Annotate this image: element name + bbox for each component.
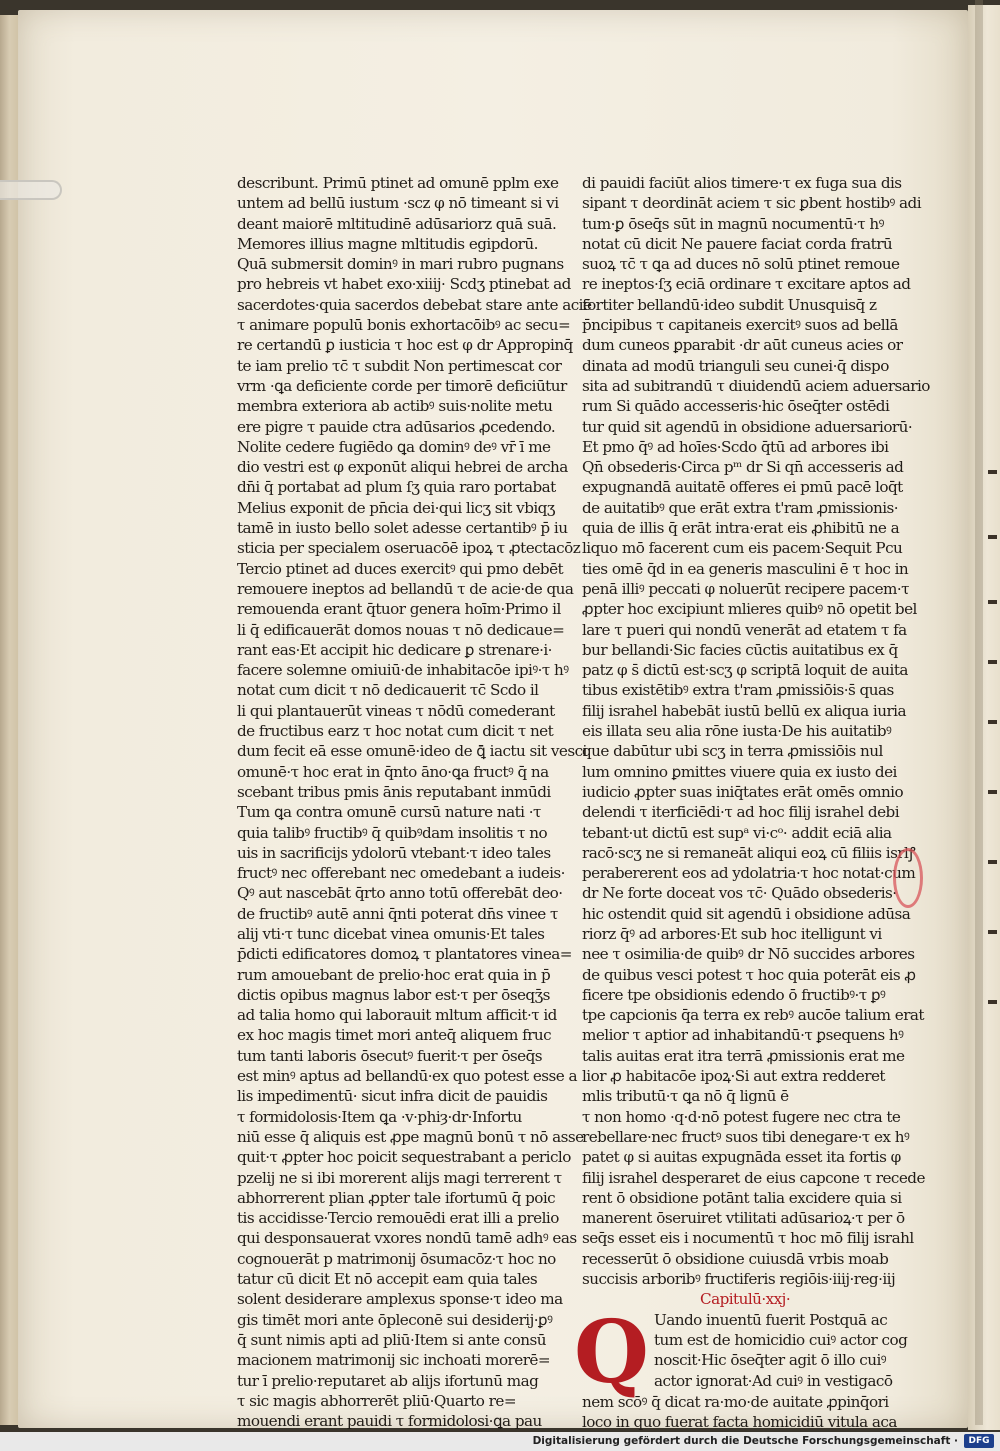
text-line: seq̄s esset eis i nocumentū τ hoc mō filij israhl xyxy=(582,1229,914,1248)
text-line: remouere ineptos ad bellandū τ de acie·de qua xyxy=(237,579,574,598)
text-line: Et pmo q̄ꝰ ad hoīes·Scdo q̄tū ad arbores ibi xyxy=(582,437,889,456)
text-line: fructꝰ nec offerebant nec omedebant a iudeis· xyxy=(237,864,565,883)
text-line: rebellare·nec fructꝰ suos tibi denegare·τ ex hꝰ xyxy=(582,1127,910,1146)
text-line: untem ad bellū iustum ·scz φ nō timeant si vi xyxy=(237,194,559,213)
text-line: Tum ꝗa contra omunē cursū nature nati ·τ xyxy=(237,803,541,822)
text-line: de fructibꝰ autē anni q̄nti poterat dn̄s vinee τ xyxy=(237,904,558,923)
text-line: succisis arboribꝰ fructiferis regiōis·iiij·reg·iij xyxy=(582,1270,896,1289)
text-line: sita ad subitrandū τ diuidendū aciem aduersario xyxy=(582,376,930,395)
facing-page-edge xyxy=(968,5,1000,1430)
text-line: vrm ·ꝗa deficiente corde per timorē deficiūtur xyxy=(237,376,567,395)
text-line: tis accidisse·Tercio remouēdi erat illi a prelio xyxy=(237,1209,559,1228)
text-line: Tercio ptinet ad duces exercitꝰ qui pmo debēt xyxy=(237,559,564,578)
text-line: notat cū dicit Ne pauere faciat corda fratrū xyxy=(582,234,893,253)
text-line: dinata ad modū trianguli seu cunei·q̄ dispo xyxy=(582,356,889,375)
text-line: lior ꝓ habitacōe ipoꝝ·Si aut extra redderet xyxy=(582,1067,885,1086)
text-line: perabererent eos ad ydolatria·τ hoc notat·cum xyxy=(582,864,916,883)
text-line: li qui plantauerūt vineas τ nōdū comederant xyxy=(237,701,555,720)
text-line: expugnandā auitatē offeres ei pmū pacē loq̄t xyxy=(582,478,903,497)
text-line: patz φ s̄ dictū est·scʒ φ scriptā loquit de auita xyxy=(582,661,908,680)
text-line: Nolite cedere fugiēdo ꝗa dominꝰ deꝰ vr̄ ī me xyxy=(237,437,551,456)
text-line: notat cum dicit τ nō dedicauerit τc̄ Scdo il xyxy=(237,681,539,700)
text-line: hic ostendit quid sit agendū i obsidione adūsa xyxy=(582,904,911,923)
text-line: describunt. Primū ptinet ad omunē pplm exe xyxy=(237,174,559,192)
text-line: tur quid sit agendū in obsidione aduersariorū· xyxy=(582,417,913,436)
text-line: rum Si quādo accesseris·hic ōseq̄ter ostēdi xyxy=(582,397,890,416)
text-line: sacerdotes·quia sacerdos debebat stare ante aciē xyxy=(237,295,592,314)
left-text-column xyxy=(237,173,592,1431)
text-line: tur ī prelio·reputaret ab alijs ifortunū mag xyxy=(237,1371,539,1390)
text-line: qui desponsauerat vxores nondū tamē adhꝰ eas xyxy=(237,1229,577,1248)
text-line: manerent ōseruiret vtilitati adūsarioꝝ·τ per ō xyxy=(582,1209,905,1228)
text-line: p̄ncipibus τ capitaneis exercitꝰ suos ad bellā xyxy=(582,316,898,335)
text-line: talis auitas erat itra terrā ꝓmissionis erat me xyxy=(582,1046,905,1065)
dfg-logo: DFG xyxy=(964,1434,994,1448)
text-line: ties omē q̄d in ea generis masculini ē τ hoc in xyxy=(582,559,909,578)
initial-indented-lines xyxy=(654,1310,907,1391)
text-line: tibus existētibꝰ extra t'ram ꝓmissiōis·s̄ quas xyxy=(582,681,894,700)
text-line: dum cuneos ꝑparabit ·dr aūt cuneus acies or xyxy=(582,336,903,355)
text-line: ere pigre τ pauide ctra adūsarios ꝓcedendo. xyxy=(237,417,556,436)
text-line: facere solemne omiuiū·de inhabitacōe ipiꝰ·τ hꝰ xyxy=(237,661,569,680)
text-line: deant maiorē mltitudinē adūsariorz quā suā. xyxy=(237,214,557,233)
footer-bar xyxy=(0,1432,1000,1451)
text-line: li q̄ edificauerāt domos nouas τ nō dedicaue= xyxy=(237,620,565,639)
text-line: tatur cū dicit Et nō accepit eam quia tales xyxy=(237,1270,538,1289)
text-line: te iam prelio τc̄ τ subdit Non pertimescat cor xyxy=(237,356,562,375)
text-line: filij israhel desperaret de eius capcone τ recede xyxy=(582,1168,925,1187)
text-line: tpe capcionis q̄a terra ex rebꝰ aucōe talium erat xyxy=(582,1006,924,1025)
text-line: τ animare populū bonis exhortacōibꝰ ac secu= xyxy=(237,316,571,335)
text-line: dum fecit eā esse omunē·ideo de ꝗ̄ iactu sit vesci xyxy=(237,742,587,761)
text-line: rent ō obsidione potānt talia excidere quia si xyxy=(582,1188,902,1207)
text-line: p̄dicti edificatores domoꝝ τ plantatores vinea= xyxy=(237,945,572,964)
text-line: Memores illius magne mltitudis egipdorū. xyxy=(237,234,538,253)
decorated-initial: Q xyxy=(574,1301,649,1403)
text-line: filij israhel habebāt iustū bellū ex aliqua iuria xyxy=(582,701,906,720)
text-line: di pauidi faciūt alios timere·τ ex fuga sua dis xyxy=(582,174,902,192)
text-line: tamē in iusto bello solet adesse certantibꝰ p̄ iu xyxy=(237,519,568,538)
footer-credit: Digitalisierung gefördert durch die Deutsche Forschungsgemeinschaft · xyxy=(532,1435,958,1447)
text-line: rant eas·Et accipit hic dedicare ꝑ strenare·i· xyxy=(237,640,552,659)
text-line: sipant τ deordināt aciem τ sic ꝑbent hostibꝰ adi xyxy=(582,194,922,213)
text-line: de fructibus earz τ hoc notat cum dicit τ net xyxy=(237,722,554,741)
text-line: rum amouebant de prelio·hoc erat quia in p̄ xyxy=(237,965,551,984)
text-line: τ formidolosis·Item ꝗa ·v·phiȝ·dr·Infortu xyxy=(237,1107,522,1126)
text-line: scebant tribus pmis ānis reputabant inmūdi xyxy=(237,782,551,801)
text-line: lum omnino ꝑmittes viuere quia ex iusto dei xyxy=(582,762,897,781)
text-line: quit·τ ꝓpter hoc poicit sequestrabant a periclo xyxy=(237,1148,571,1167)
text-line: tum tanti laboris ōsecutꝰ fuerit·τ per ōseq̄s xyxy=(237,1046,543,1065)
text-line: Qꝰ aut nascebāt q̄rto anno totū offerebāt deo· xyxy=(237,884,563,903)
text-line: pzelij ne si ibi morerent alijs magi terrerent τ xyxy=(237,1168,562,1187)
text-line: suoꝝ τc̄ τ ꝗa ad duces nō solū ptinet remoue xyxy=(582,255,900,274)
text-line: uis in sacrificijs ydolorū vtebant·τ ideo tales xyxy=(237,843,551,862)
text-line: ꝓpter hoc excipiunt mlieres quibꝰ nō opetit bel xyxy=(582,600,917,619)
text-line: Quā submersit dominꝰ in mari rubro pugnans xyxy=(237,255,564,274)
text-line: cognouerāt p matrimonij ōsumacōz·τ hoc no xyxy=(237,1249,556,1268)
text-line: est minꝰ aptus ad bellandū·ex quo potest esse a xyxy=(237,1067,577,1086)
chapter-heading: Capitulū·xxj· xyxy=(700,1290,791,1309)
chapter-opening xyxy=(574,1301,908,1432)
text-line: mlis tributū·τ ꝗa nō q̄ lignū ē xyxy=(582,1087,789,1106)
text-line: solent desiderare amplexus sponse·τ ideo ma xyxy=(237,1290,563,1309)
text-line: τ non homo ·q·d·nō potest fugere nec ctra te xyxy=(582,1107,901,1126)
text-line: q̄ sunt nimis apti ad pliū·Item si ante consū xyxy=(237,1330,546,1349)
text-line: de quibus vesci potest τ hoc quia poterāt eis ꝓ xyxy=(582,965,916,984)
text-line: liquo mō facerent cum eis pacem·Sequit Pcu xyxy=(582,539,903,558)
text-line: iudicio ꝓpter suas iniq̄tates erāt omēs omnio xyxy=(582,782,904,801)
gutter-shadow xyxy=(975,0,983,1425)
text-line: macionem matrimonij sic inchoati morerē= xyxy=(237,1351,551,1370)
text-line: Qn̄ obsederis·Circa pᵐ dr Si qn̄ accesseris ad xyxy=(582,458,904,477)
text-line: ad talia homo qui laborauit mltum afficit·τ id xyxy=(237,1006,557,1025)
text-line: re ineptos·ſʒ eciā ordinare τ excitare aptos ad xyxy=(582,275,911,294)
text-line: gis timēt mori ante ōpleconē sui desiderij·ꝑꝰ xyxy=(237,1310,553,1329)
text-line: riorz q̄ꝰ ad arbores·Et sub hoc itelligunt vi xyxy=(582,924,882,943)
text-line: membra exteriora ab actibꝰ suis·nolite metu xyxy=(237,397,553,416)
text-line: patet φ si auitas expugnāda esset ita fortis φ xyxy=(582,1148,901,1167)
text-line: alij vti·τ tunc dicebat vinea omunis·Et tales xyxy=(237,924,545,943)
text-line: lare τ pueri qui nondū venerāt ad etatem τ fa xyxy=(582,620,907,639)
text-line: que dabūtur ubi scʒ in terra ꝓmissiōis nul xyxy=(582,742,883,761)
text-line: re certandū ꝑ iusticia τ hoc est φ dr Appropinq̄ xyxy=(237,336,573,355)
text-line: melior τ aptior ad inhabitandū·τ ꝑsequens hꝰ xyxy=(582,1026,904,1045)
margin-mark xyxy=(893,848,923,908)
text-line: penā illiꝰ peccati φ noluerūt recipere pacem·τ xyxy=(582,579,909,598)
text-line: tum est de homicidio cuiꝰ actor cog xyxy=(654,1330,908,1349)
text-line: recesserūt ō obsidione cuiusdā vrbis moab xyxy=(582,1249,889,1268)
text-line: niū esse q̄ aliquis est ꝓpe magnū bonū τ nō asse xyxy=(237,1127,584,1146)
text-line: Uando inuentū fuerit Postquā ac xyxy=(654,1310,888,1329)
text-line: de auitatibꝰ que erāt extra t'ram ꝓmissionis· xyxy=(582,498,899,517)
text-line: nem scōꝰ q̄ dicat ra·mo·de auitate ꝓpinq̄ori xyxy=(582,1392,889,1411)
text-line: pro hebreis vt habet exo·xiiij· Scdʒ ptinebat ad xyxy=(237,275,571,294)
text-line: Melius exponit de pn̄cia dei·qui licʒ sit vbiqʒ xyxy=(237,498,555,517)
text-line: dn̄i q̄ portabat ad plum ſʒ quia raro portabat xyxy=(237,478,556,497)
text-line: dio vestri est φ exponūt aliqui hebrei de archa xyxy=(237,458,568,477)
text-line: tum·ꝑ ōseq̄s sūt in magnū nocumentū·τ hꝰ xyxy=(582,214,884,233)
text-line: dr Ne forte doceat vos τc̄· Quādo obsederis· xyxy=(582,884,897,903)
text-line: τ sic magis abhorrerēt pliū·Quarto re= xyxy=(237,1391,517,1410)
text-line: bur bellandi·Sic facies cūctis auitatibus ex q̄ xyxy=(582,640,898,659)
text-line: dictis opibus magnus labor est·τ per ōseqʒ̄s xyxy=(237,985,550,1004)
text-line: abhorrerent plian ꝓpter tale ifortumū q̄ poic xyxy=(237,1188,556,1207)
text-line: racō·scʒ ne si remaneāt aliqui eoꝝ cū filiis isrlꝭ xyxy=(582,843,915,862)
text-line: eis illata seu alia rōne iusta·De his auitatibꝰ xyxy=(582,722,892,741)
text-line: sticia per specialem oseruacōē ipoꝝ τ ꝓtectacōz xyxy=(237,539,581,558)
text-line: tebant·ut dictū est supᵃ vi·cᵒ· addit eciā alia xyxy=(582,823,892,842)
text-line: fortiter bellandū·ideo subdit Unusquisq̄ z xyxy=(582,295,877,314)
text-line: lis impedimentū· sicut infra dicit de pauidis xyxy=(237,1087,548,1106)
text-line: remouenda erant q̄tuor genera hoīm·Primo il xyxy=(237,600,561,619)
text-line: noscit·Hic ōseq̄ter agit ō illo cuiꝰ xyxy=(654,1351,887,1370)
text-line: actor ignorat·Ad cuiꝰ in vestigacō xyxy=(654,1371,893,1390)
text-line: nee τ osimilia·de quibꝰ dr Nō succides arbores xyxy=(582,945,915,964)
text-line: mouendi erant pauidi τ formidolosi·ꝗa pau xyxy=(237,1412,542,1431)
text-line: quia de illis q̄ erāt intra·erat eis ꝓhibitū ne a xyxy=(582,519,900,538)
text-line: ficere tpe obsidionis edendo ō fructibꝰ·τ ꝑꝰ xyxy=(582,985,886,1004)
text-line: ex hoc magis timet mori anteq̄ aliquem fruc xyxy=(237,1026,552,1045)
text-line: delendi τ iterficiēdi·τ ad hoc filij israhel debi xyxy=(582,803,900,822)
page-clip xyxy=(0,180,62,200)
text-line: loco in quo fuerat facta homicidiū vitula aca xyxy=(582,1412,897,1431)
text-line: omunē·τ hoc erat in q̄nto āno·ꝗa fructꝰ q̄ na xyxy=(237,762,549,781)
right-column-lines xyxy=(582,173,930,1289)
text-line: quia talibꝰ fructibꝰ q̄ quibꝰdam insolitis τ no xyxy=(237,823,548,842)
right-text-column xyxy=(574,173,930,1432)
